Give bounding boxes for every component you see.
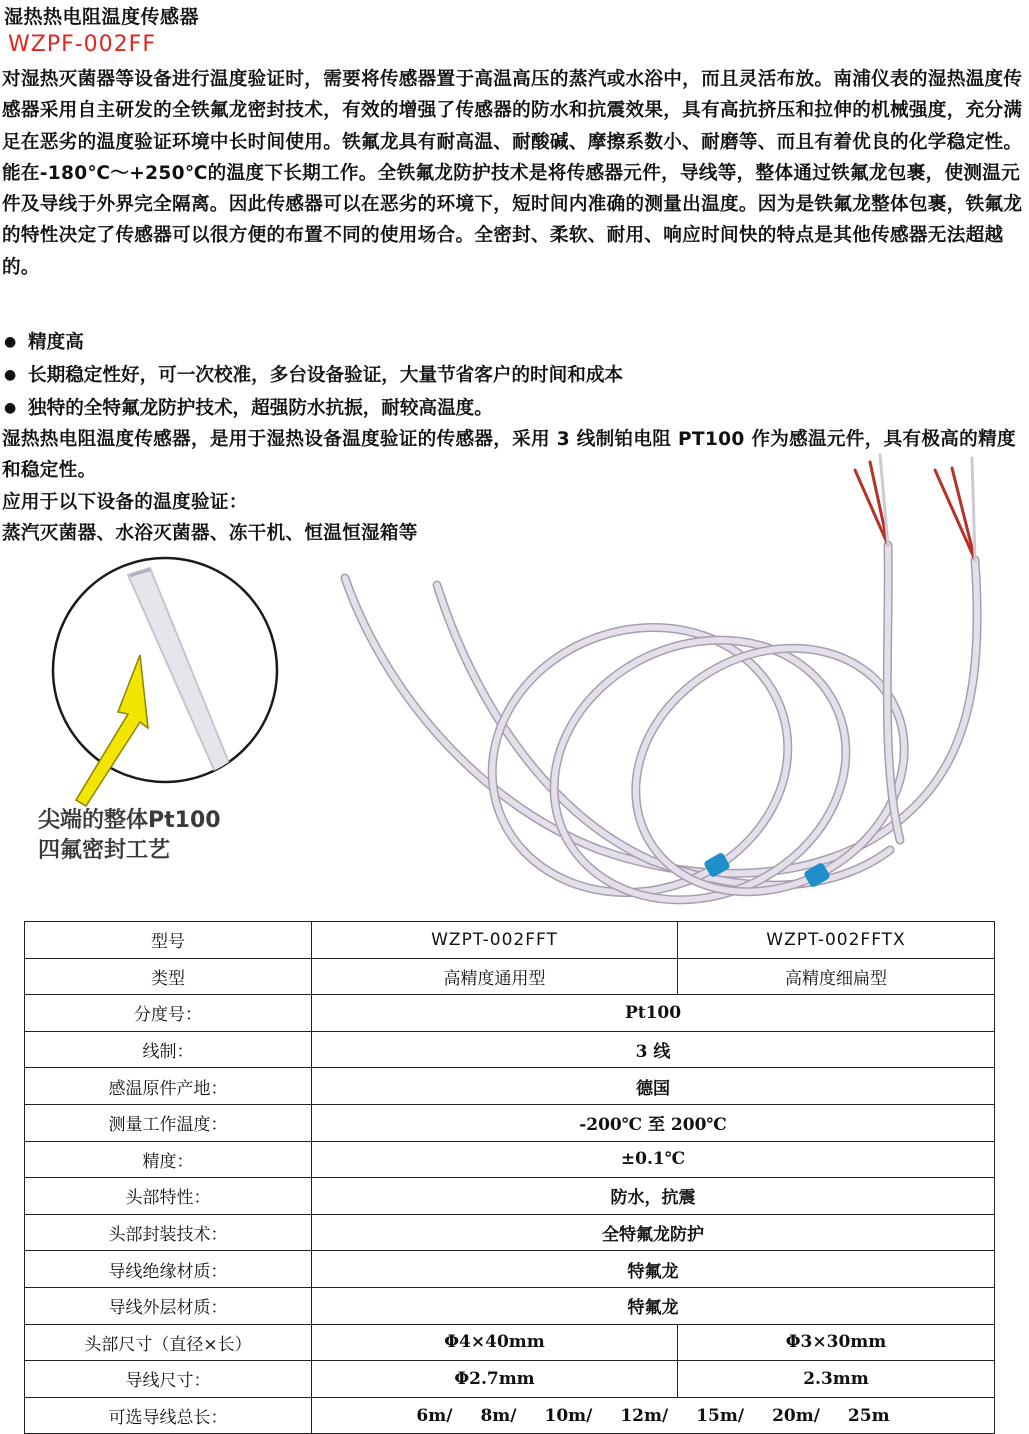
table-row: [25, 1068, 995, 1105]
model-cell: WZPT-002FFTX: [678, 922, 995, 959]
row-label: 头部封装技术：: [25, 1214, 312, 1251]
tip-caption-line: 四氟密封工艺: [38, 838, 171, 863]
length-option: 10m/: [544, 1405, 593, 1426]
description-text: 湿热热电阻温度传感器，是用于湿热设备温度验证的传感器，采用 3 线制铂电阻 PT100 作为感温元件，具有极高的精度和稳定性。: [2, 429, 1016, 482]
length-options: [312, 1397, 995, 1434]
table-row: [25, 1287, 995, 1324]
application-list: 蒸汽灭菌器、水浴灭菌器、冻干机、恒温恒湿箱等: [2, 522, 418, 544]
row-value: 德国: [312, 1068, 995, 1105]
intro-paragraph: 对湿热灭菌器等设备进行温度验证时，需要将传感器置于高温高压的蒸汽或水浴中，而且灵活布放。南浦仪表的湿热温度传感器采用自主研发的全铁氟龙密封技术，有效的增强了传感器的防水和抗震效果，具有高抗挤压和拉伸的机械强度，充分满足在恶劣的温度验证环境中长时间使用。铁氟龙具有耐高温、耐酸碱、摩擦系数小、耐磨等、而且有着优良的化学稳定性。能在-180℃～+250℃的温度下长期工作。全铁氟龙防护技术是将传感器元件，导线等，整体通过铁氟龙包裹，使测温元件及导线于外界完全隔离。因此传感器可以在恶劣的环境下，短时间内准确的测量出温度。因为是铁氟龙整体包裹，铁氟龙的特性决定了传感器可以很方便的布置不同的使用场合。全密封、柔软、耐用、响应时间快的特点是其他传感器无法超越的。: [2, 69, 1023, 278]
table-row: [25, 1104, 995, 1141]
table-row: [25, 1361, 995, 1398]
row-value: ±0.1℃: [312, 1141, 995, 1178]
length-option: 25m: [847, 1405, 890, 1426]
length-option: 8m/: [480, 1405, 517, 1426]
application-title: 应用于以下设备的温度验证：: [2, 491, 248, 513]
row-label: 导线绝缘材质：: [25, 1251, 312, 1288]
type-cell: 高精度通用型: [312, 958, 678, 995]
head-size-cell: Φ4×40mm: [312, 1324, 678, 1361]
row-label: 类型: [25, 958, 312, 995]
row-label: 型号: [25, 922, 312, 959]
length-option: 12m/: [620, 1405, 669, 1426]
row-label: 导线外层材质：: [25, 1287, 312, 1324]
table-row: [25, 1141, 995, 1178]
sensor-cables: [345, 455, 977, 920]
feature-item: ● 精度高: [2, 326, 623, 359]
table-row: [25, 958, 995, 995]
row-label: 可选导线总长：: [25, 1397, 312, 1434]
magnifier-circle: [53, 558, 277, 790]
model-number: WZPF-002FF: [8, 32, 156, 57]
tip-caption-line: 尖端的整体Pt100: [38, 808, 221, 833]
table-row: [25, 1214, 995, 1251]
row-value: Pt100: [312, 995, 995, 1032]
row-value: 特氟龙: [312, 1287, 995, 1324]
length-option: 20m/: [772, 1405, 820, 1426]
table-row: [25, 922, 995, 959]
wire-size-cell: 2.3mm: [678, 1361, 995, 1398]
tip-caption: [38, 806, 221, 866]
row-label: 头部尺寸（直径×长）: [25, 1324, 312, 1361]
table-row: [25, 995, 995, 1032]
feature-list: [2, 326, 623, 425]
row-label: 线制：: [25, 1031, 312, 1068]
table-row: [25, 1397, 995, 1434]
page-title: 湿热热电阻温度传感器: [4, 6, 200, 28]
model-cell: WZPT-002FFT: [312, 922, 678, 959]
table-row: [25, 1178, 995, 1215]
row-label: 分度号：: [25, 995, 312, 1032]
row-value: -200℃ 至 200℃: [312, 1104, 995, 1141]
head-size-cell: Φ3×30mm: [678, 1324, 995, 1361]
row-label: 测量工作温度：: [25, 1104, 312, 1141]
row-label: 感温原件产地：: [25, 1068, 312, 1105]
row-value: 3 线: [312, 1031, 995, 1068]
feature-item: ● 长期稳定性好，可一次校准，多台设备验证，大量节省客户的时间和成本: [2, 359, 623, 392]
table-row: [25, 1324, 995, 1361]
type-cell: 高精度细扁型: [678, 958, 995, 995]
spec-table: [24, 921, 995, 1434]
row-label: 导线尺寸：: [25, 1361, 312, 1398]
row-value: 特氟龙: [312, 1251, 995, 1288]
row-label: 头部特性：: [25, 1178, 312, 1215]
feature-item: ● 独特的全特氟龙防护技术，超强防水抗振，耐较高温度。: [2, 392, 623, 425]
wire-size-cell: Φ2.7mm: [312, 1361, 678, 1398]
row-value: 防水，抗震: [312, 1178, 995, 1215]
length-option: 6m/: [416, 1405, 453, 1426]
length-option: 15m/: [696, 1405, 745, 1426]
row-label: 精度：: [25, 1141, 312, 1178]
table-row: [25, 1031, 995, 1068]
row-value: 全特氟龙防护: [312, 1214, 995, 1251]
table-row: [25, 1251, 995, 1288]
